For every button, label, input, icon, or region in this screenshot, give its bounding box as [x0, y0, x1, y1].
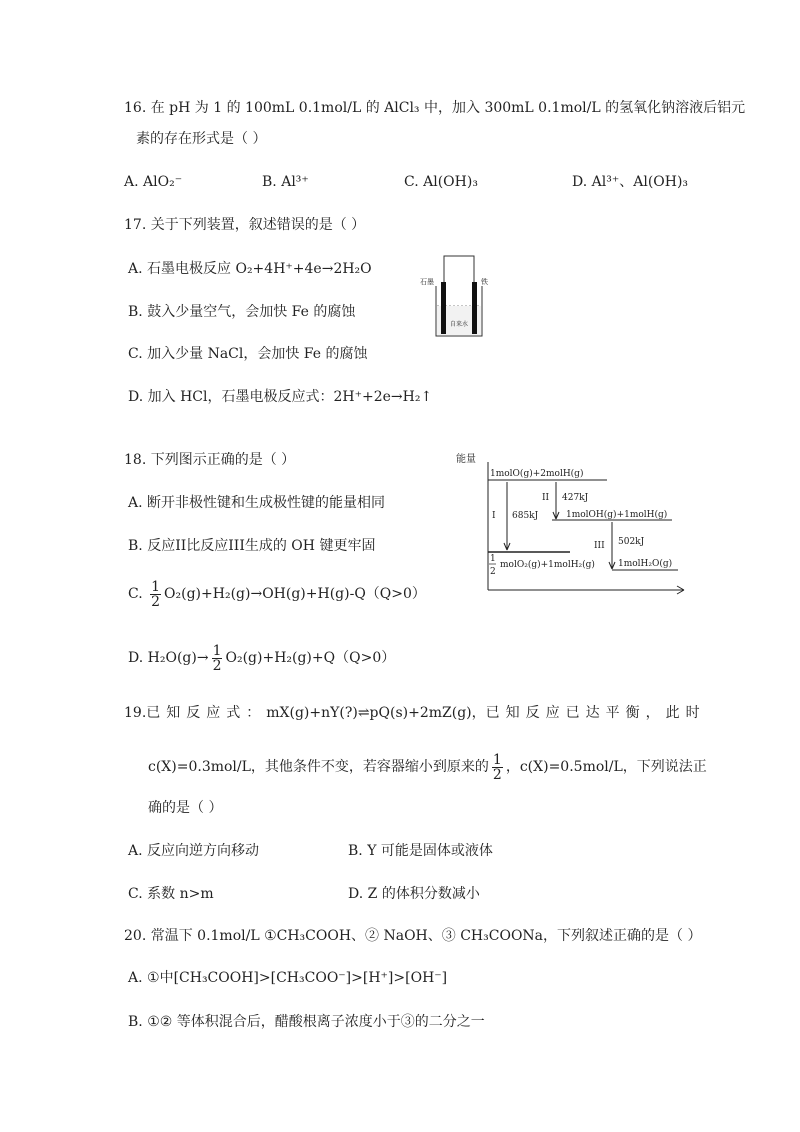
q16-option-b: B. Al³⁺ — [262, 174, 309, 190]
solution-label: 自来水 — [450, 321, 469, 328]
half-fraction: $\frac{1}{2}$ — [212, 642, 222, 674]
q18-option-d: D. H₂O(g)→ $\frac{1}{2}$ O₂(g)+H₂(g)+Q（Q>0） — [128, 642, 396, 674]
svg-text:1: 1 — [490, 554, 496, 564]
svg-text:685kJ: 685kJ — [512, 511, 539, 521]
q17-option-d: D. 加入 HCl，石墨电极反应式：2H⁺+2e→H₂↑ — [128, 389, 433, 405]
q19-option-c: C. 系数 n>m — [128, 886, 214, 902]
graphite-electrode — [441, 282, 446, 334]
q19-stem-line2: c(X)=0.3mol/L，其他条件不变，若容器缩小到原来的 $\frac{1}{2}$ ，c(X)=0.5mol/L，下列说法正 — [148, 751, 707, 783]
q18-stem: 18. 下列图示正确的是（ ） — [124, 452, 296, 468]
q16-option-a: A. AlO₂⁻ — [124, 174, 183, 190]
q17-option-a: A. 石墨电极反应 O₂+4H⁺+4e→2H₂O — [128, 261, 372, 277]
half-fraction: $\frac{1}{2}$ — [492, 751, 502, 783]
svg-text:II: II — [542, 493, 550, 503]
svg-text:III: III — [594, 541, 605, 551]
iron-label: 铁 — [481, 278, 488, 286]
iron-electrode — [472, 282, 477, 334]
electrolysis-cell-diagram — [418, 248, 498, 343]
q17-option-b: B. 鼓入少量空气，会加快 Fe 的腐蚀 — [128, 304, 356, 320]
q17-option-c: C. 加入少量 NaCl，会加快 Fe 的腐蚀 — [128, 346, 368, 362]
q20-option-a: A. ①中[CH₃COOH]>[CH₃COO⁻]>[H⁺]>[OH⁻] — [128, 970, 448, 986]
q20-stem: 20. 常温下 0.1mol/L ①CH₃COOH、② NaOH、③ CH₃COONa，下列叙述正确的是（ ） — [124, 928, 702, 944]
q19-stem-line1: 19. 已知反应式： mX(g)+nY(?)⇌pQ(s)+2mZ(g)， 已知反应已达平衡，此时 — [124, 705, 706, 721]
energy-level-diagram — [452, 450, 690, 600]
q20-option-b: B. ①② 等体积混合后，醋酸根离子浓度小于③的二分之一 — [128, 1014, 485, 1030]
q18-option-a: A. 断开非极性键和生成极性键的能量相同 — [128, 495, 386, 511]
q19-option-a: A. 反应向逆方向移动 — [128, 843, 260, 859]
svg-text:1molH₂O(g): 1molH₂O(g) — [618, 559, 673, 569]
q16-option-d: D. Al³⁺、Al(OH)₃ — [572, 174, 689, 190]
svg-text:molO₂(g)+1molH₂(g): molO₂(g)+1molH₂(g) — [500, 560, 595, 570]
svg-text:I: I — [492, 511, 496, 521]
q19-option-b: B. Y 可能是固体或液体 — [348, 843, 493, 859]
svg-text:1molOH(g)+1molH(g): 1molOH(g)+1molH(g) — [566, 510, 668, 520]
svg-text:502kJ: 502kJ — [618, 537, 645, 547]
y-axis-label: 能量 — [456, 454, 476, 465]
q16-stem-line1: 16. 在 pH 为 1 的 100mL 0.1mol/L 的 AlCl₃ 中，加入 300mL 0.1mol/L 的氢氧化钠溶液后铝元 — [124, 100, 746, 116]
q19-stem-line3: 确的是（ ） — [148, 800, 223, 816]
connecting-wire — [444, 256, 474, 290]
q18-option-b: B. 反应II比反应III生成的 OH 键更牢固 — [128, 538, 376, 554]
svg-text:2: 2 — [490, 567, 496, 577]
half-fraction: $\frac{1}{2}$ — [151, 578, 161, 610]
q16-stem-line2: 素的存在形式是（ ） — [136, 131, 267, 147]
q16-option-c: C. Al(OH)₃ — [404, 174, 478, 190]
q19-option-d: D. Z 的体积分数减小 — [348, 886, 480, 902]
graphite-label: 石墨 — [420, 278, 434, 286]
svg-text:1molO(g)+2molH(g): 1molO(g)+2molH(g) — [490, 469, 584, 479]
svg-text:427kJ: 427kJ — [562, 493, 589, 503]
q18-option-c: C. $\frac{1}{2}$ O₂(g)+H₂(g)→OH(g)+H(g)-Q（Q>0） — [128, 578, 426, 610]
q17-stem: 17. 关于下列装置，叙述错误的是（ ） — [124, 217, 366, 233]
